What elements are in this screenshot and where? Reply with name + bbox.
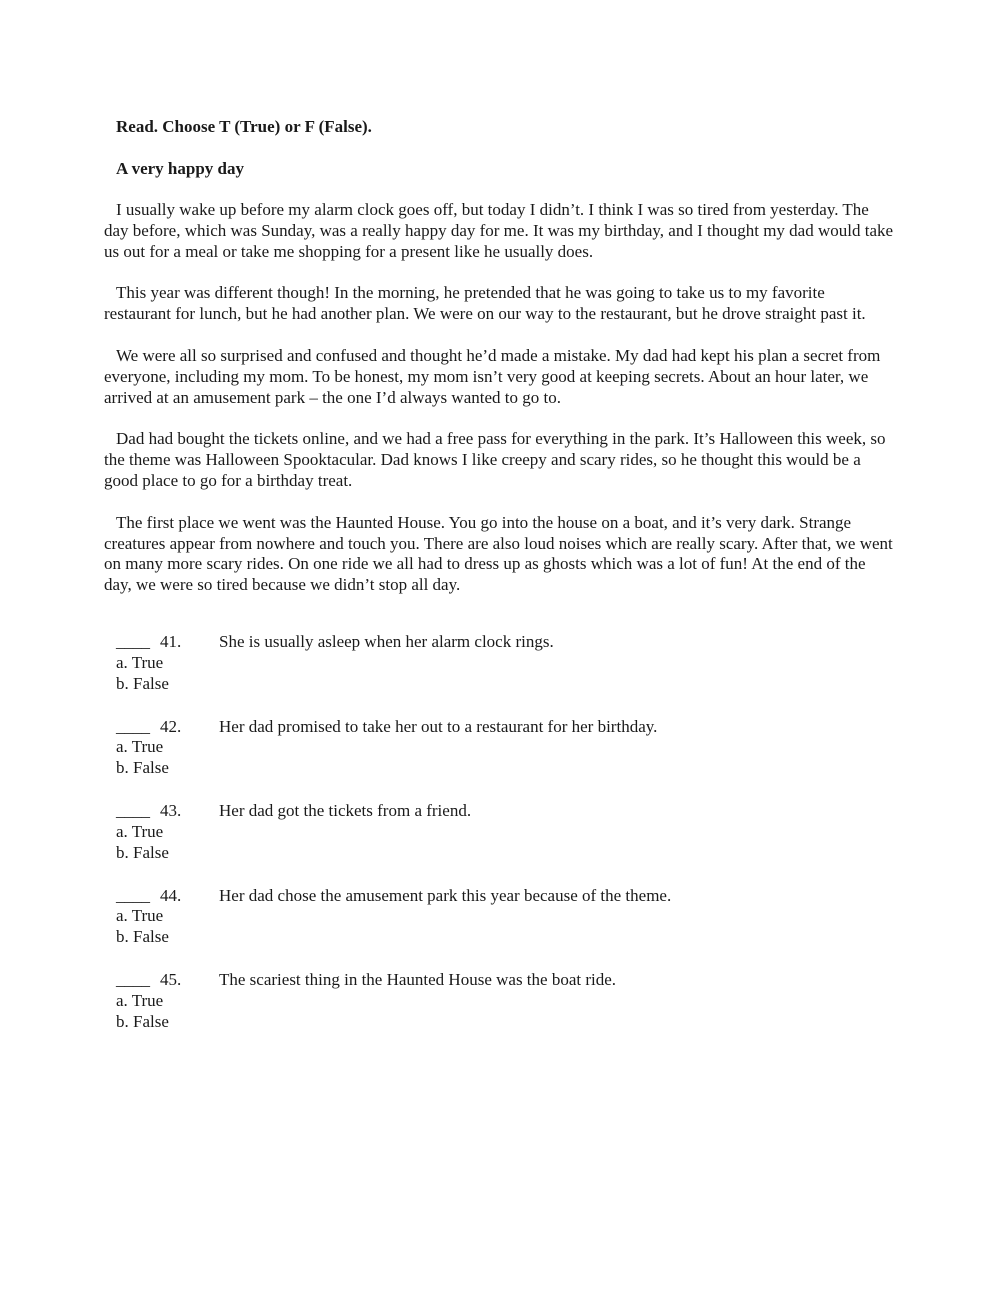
question-text: She is usually asleep when her alarm clock rings. [219,632,554,651]
answer-blank[interactable]: ____ [116,632,150,651]
question-number: 41. [160,632,182,651]
option-false[interactable]: b. False [116,1011,169,1031]
option-true[interactable]: a. True [116,737,164,757]
passage-paragraph: I usually wake up before my alarm clock goes off, but today I didn’t. I think I was so tired from yesterday. The day before, which was Sunday, was a really happy day for me. It was my birthday, and I thought my dad would take us out for a meal or take me shopping for a present like he usually does. [104,200,894,261]
question-text: Her dad chose the amusement park this year because of the theme. [219,885,672,905]
question-text: The scariest thing in the Haunted House was the boat ride. [219,970,617,989]
option-true[interactable]: a. True [116,906,164,926]
story-title: A very happy day [116,159,244,178]
option-false[interactable]: b. False [116,927,169,947]
question-text: Her dad promised to take her out to a restaurant for her birthday. [219,716,658,736]
option-true[interactable]: a. True [116,990,164,1010]
passage-paragraph: We were all so surprised and confused and thought he’d made a mistake. My dad had kept his plan a secret from everyone, including my mom. To be honest, my mom isn’t very good at keeping secrets. About an hour later, we arrived at an amusement park – the one I’d always wanted to go to. [104,345,881,407]
question-item [116,801,896,886]
answer-blank[interactable]: ____ [116,970,150,989]
option-true[interactable]: a. True [116,652,164,672]
option-false[interactable]: b. False [116,673,169,693]
question-list [116,632,896,1055]
question-number: 43. [160,801,182,820]
answer-blank[interactable]: ____ [116,716,150,736]
answer-blank[interactable]: ____ [116,885,150,905]
question-text: Her dad got the tickets from a friend. [219,801,472,820]
passage-paragraph: The first place we went was the Haunted House. You go into the house on a boat, and it’s very dark. Strange creatures appear from nowhere and touch you. There are also loud noises which are really scary. After that, we went on many more scary rides. On one ride we all had to dress up as ghosts which was a lot of fun! At the end of the day, we were so tired because we didn’t stop all day. [104,512,893,595]
instruction-heading: Read. Choose T (True) or F (False). [116,117,372,136]
passage-paragraph: This year was different though! In the morning, he pretended that he was going to take us to my favorite restaurant for lunch, but he had another plan. We were on our way to the restaurant, but he drove straight past it. [104,283,866,324]
question-item [116,970,896,1055]
passage-paragraph: Dad had bought the tickets online, and we had a free pass for everything in the park. It’s Halloween this week, so the theme was Halloween Spooktacular. Dad knows I like creepy and scary rides, so he thought this would be a good place to go for a birthday treat. [104,429,886,490]
question-item [116,632,896,717]
question-number: 42. [160,716,182,736]
option-false[interactable]: b. False [116,758,169,778]
question-number: 45. [160,970,182,989]
reading-passage [104,200,894,617]
question-item [116,717,896,802]
option-true[interactable]: a. True [116,821,164,841]
option-false[interactable]: b. False [116,842,169,862]
answer-blank[interactable]: ____ [116,801,150,820]
question-item [116,886,896,971]
question-number: 44. [160,885,182,905]
